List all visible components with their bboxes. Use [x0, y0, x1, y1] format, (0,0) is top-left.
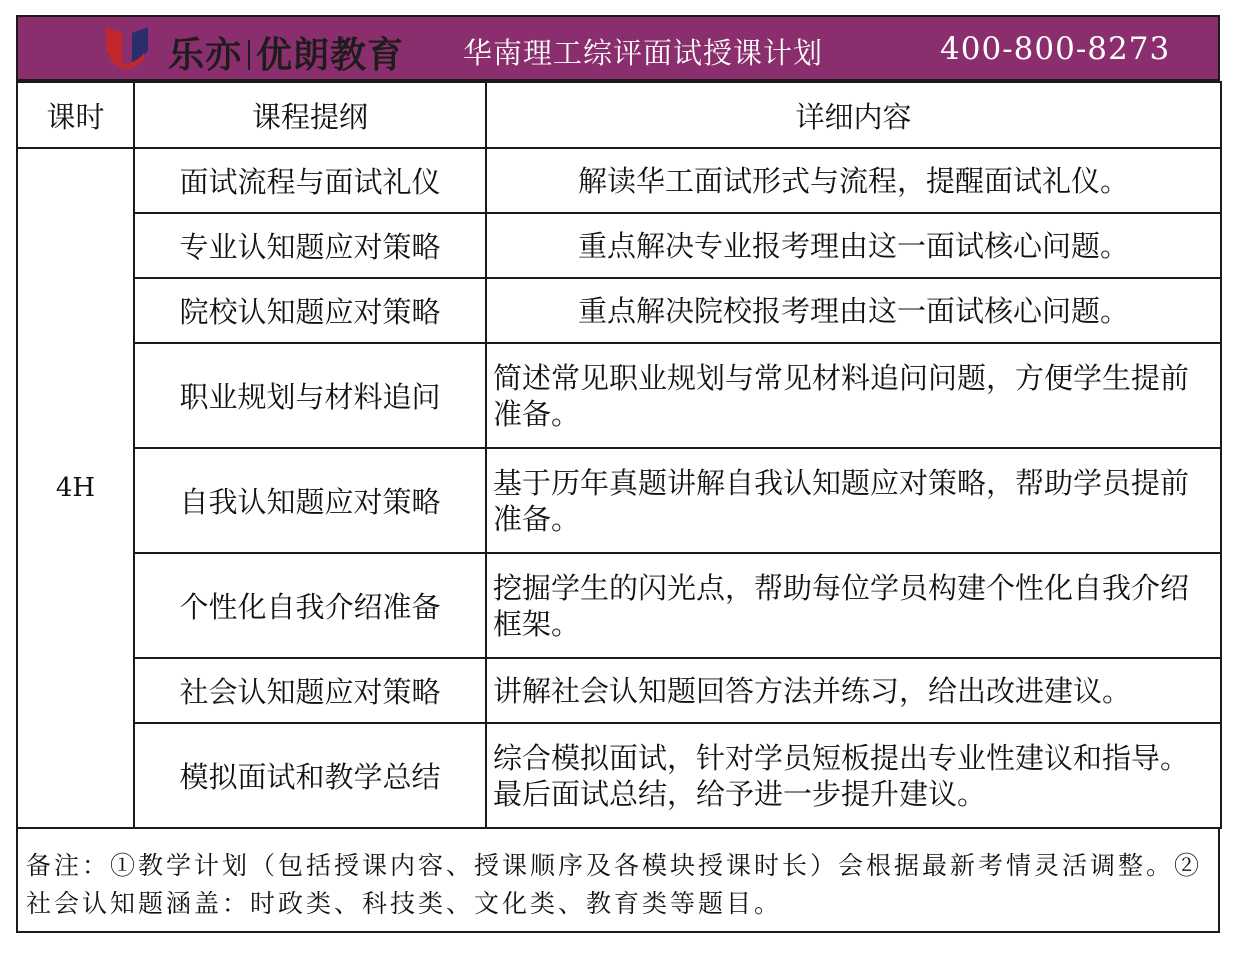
table-row	[17, 553, 1221, 658]
brand-name: 乐亦 优朗教育	[168, 35, 405, 76]
table-row	[17, 148, 1221, 213]
outline-cell: 职业规划与材料追问	[134, 343, 486, 448]
detail-cell: 重点解决专业报考理由这一面试核心问题。	[486, 213, 1221, 278]
column-header-detail: 详细内容	[486, 82, 1221, 148]
course-plan-sheet	[16, 15, 1220, 933]
outline-cell: 专业认知题应对策略	[134, 213, 486, 278]
table-header-row	[17, 82, 1221, 148]
footnote: 备注：①教学计划（包括授课内容、授课顺序及各模块授课时长）会根据最新考情灵活调整。②社会认知题涵盖：时政类、科技类、文化类、教育类等题目。	[16, 829, 1220, 933]
table-row	[17, 723, 1221, 828]
column-header-hours: 课时	[17, 82, 134, 148]
shield-logo-icon	[102, 23, 152, 75]
phone-number: 400-800-8273	[940, 31, 1171, 67]
detail-cell: 基于历年真题讲解自我认知题应对策略，帮助学员提前准备。	[486, 448, 1221, 553]
page-title: 华南理工综评面试授课计划	[463, 36, 824, 70]
table-row	[17, 658, 1221, 723]
detail-cell: 解读华工面试形式与流程，提醒面试礼仪。	[486, 148, 1221, 213]
detail-cell: 讲解社会认知题回答方法并练习，给出改进建议。	[486, 658, 1221, 723]
course-table	[16, 81, 1222, 829]
outline-cell: 面试流程与面试礼仪	[134, 148, 486, 213]
outline-cell: 自我认知题应对策略	[134, 448, 486, 553]
hours-cell: 4H	[17, 148, 134, 828]
detail-cell: 挖掘学生的闪光点，帮助每位学员构建个性化自我介绍框架。	[486, 553, 1221, 658]
outline-cell: 模拟面试和教学总结	[134, 723, 486, 828]
table-row	[17, 278, 1221, 343]
column-header-outline: 课程提纲	[134, 82, 486, 148]
header-bar	[16, 15, 1220, 81]
outline-cell: 院校认知题应对策略	[134, 278, 486, 343]
table-row	[17, 343, 1221, 448]
table-row	[17, 448, 1221, 553]
detail-cell: 重点解决院校报考理由这一面试核心问题。	[486, 278, 1221, 343]
outline-cell: 个性化自我介绍准备	[134, 553, 486, 658]
table-row	[17, 213, 1221, 278]
detail-cell: 综合模拟面试，针对学员短板提出专业性建议和指导。最后面试总结，给予进一步提升建议。	[486, 723, 1221, 828]
outline-cell: 社会认知题应对策略	[134, 658, 486, 723]
detail-cell: 简述常见职业规划与常见材料追问问题，方便学生提前准备。	[486, 343, 1221, 448]
